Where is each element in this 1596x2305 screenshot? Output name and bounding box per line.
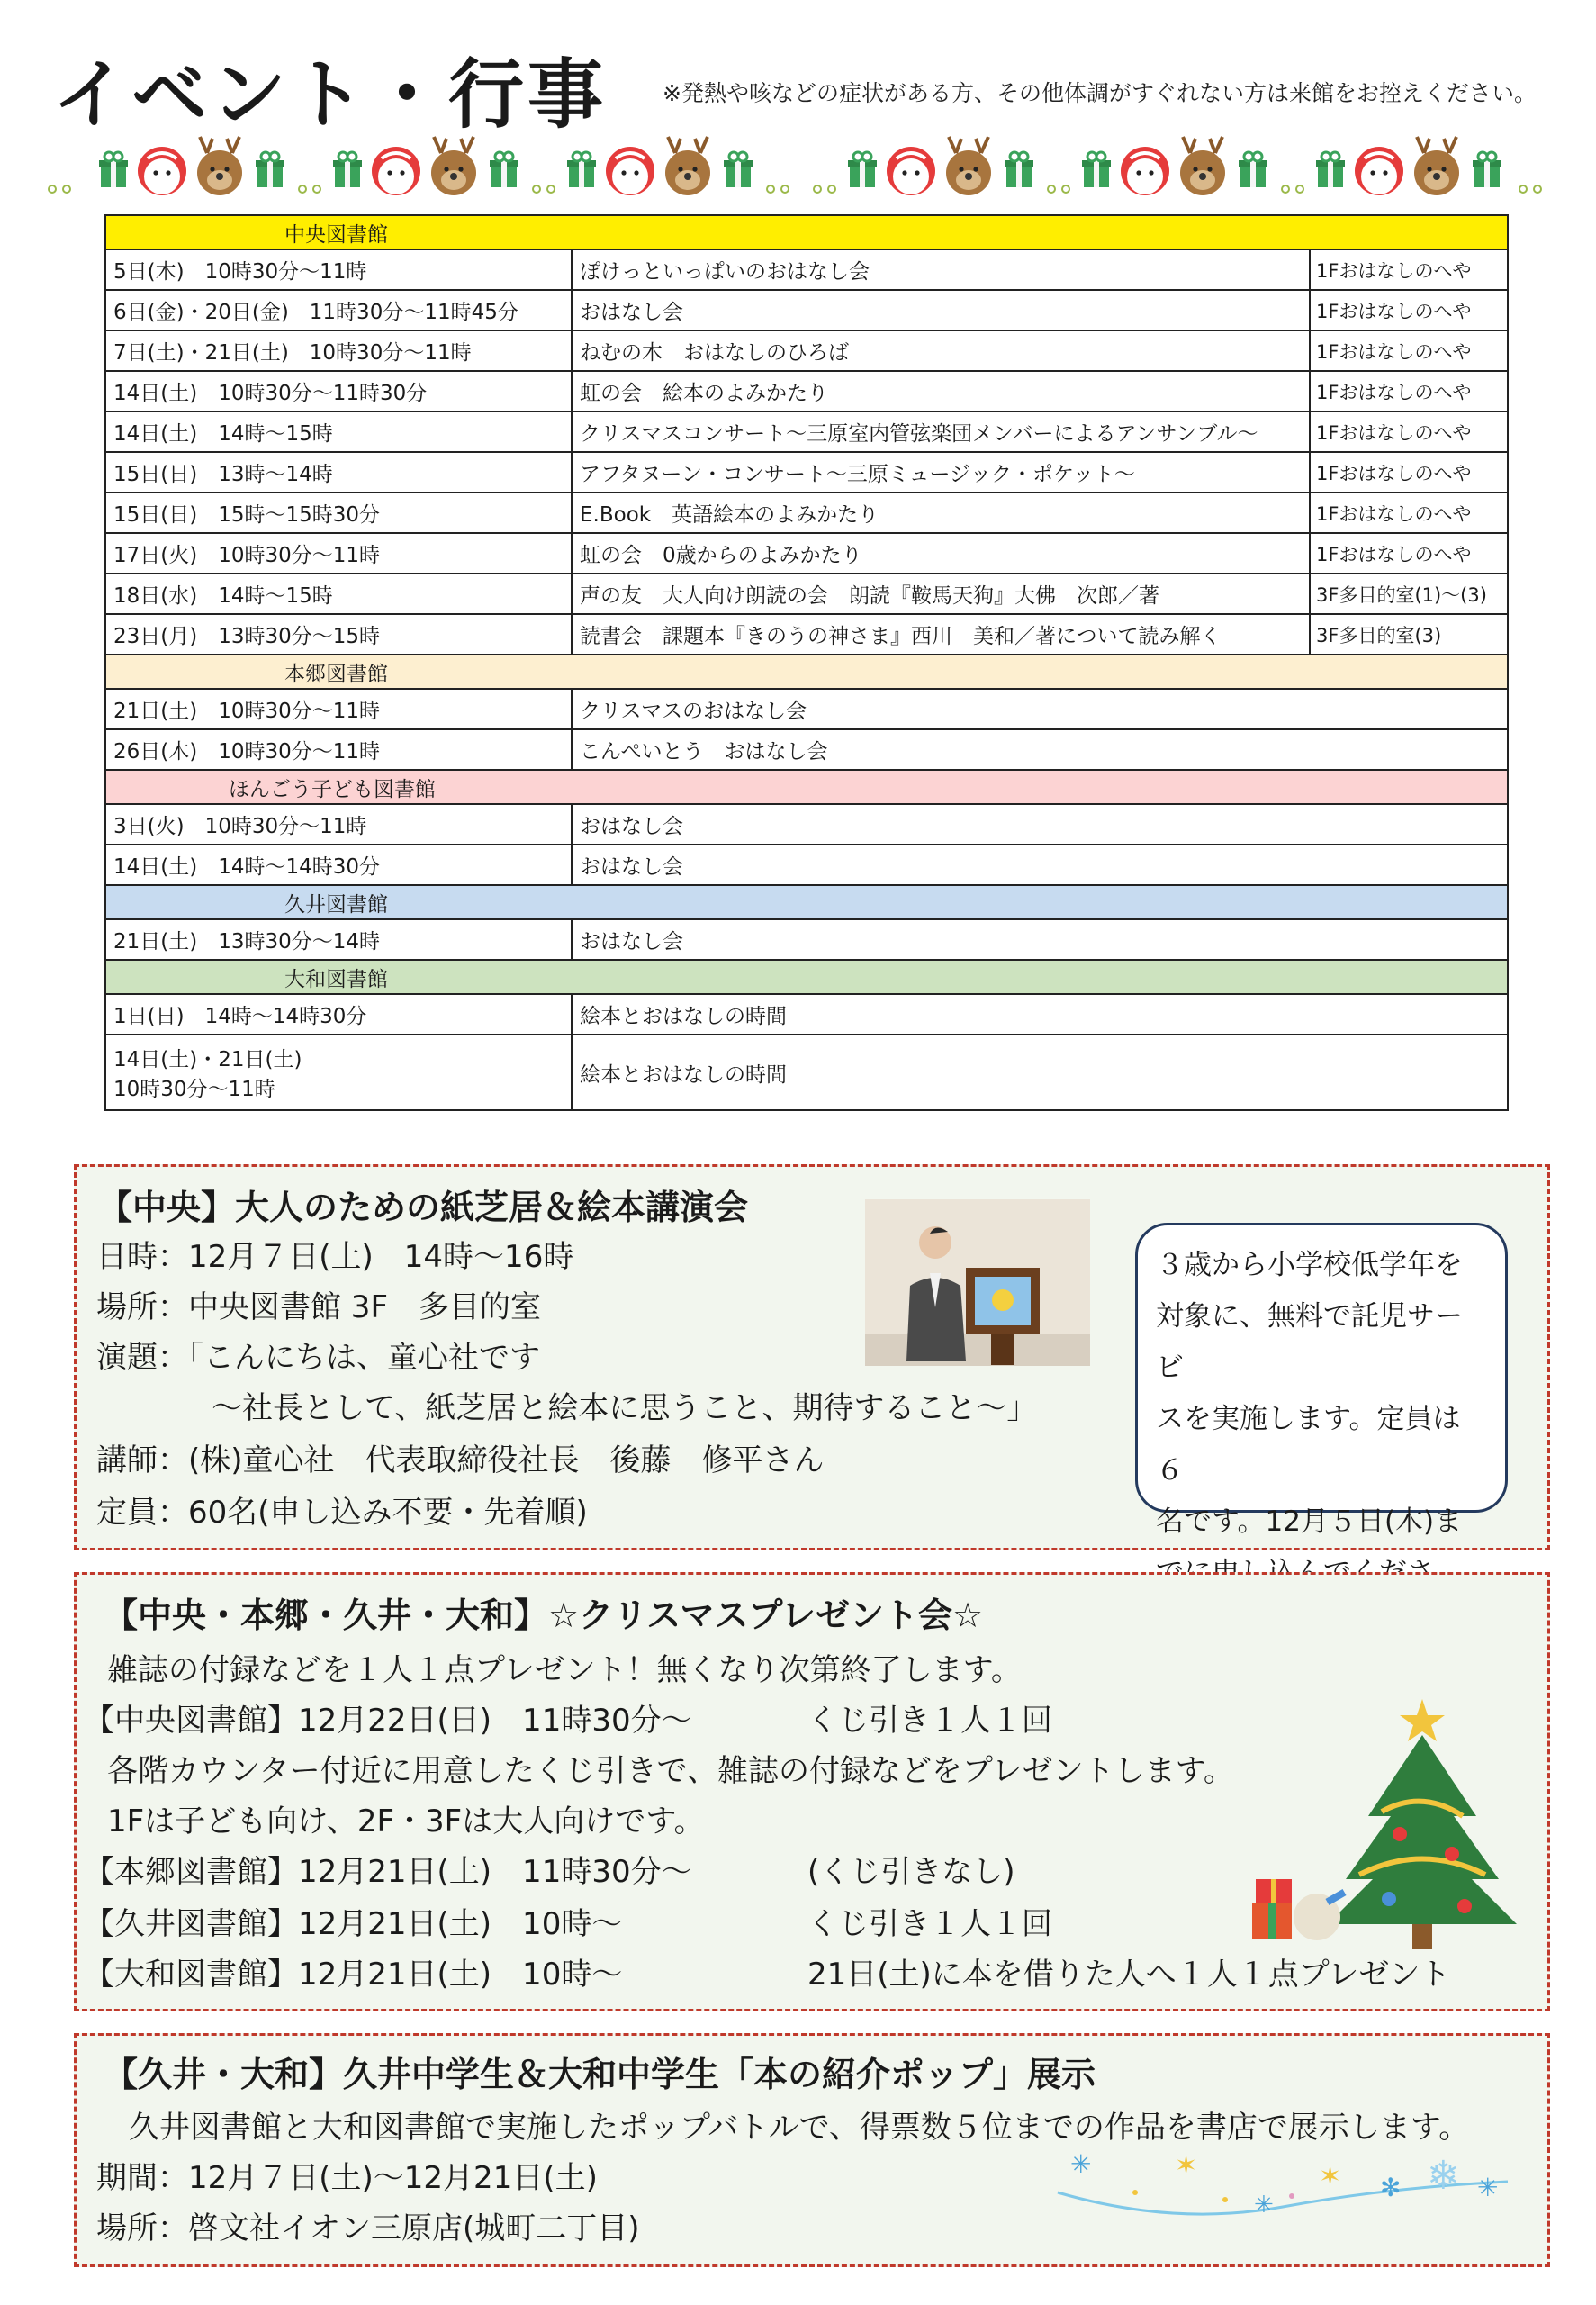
sparkle-decoration-icon	[1049, 2137, 1517, 2236]
christmas-tree-icon	[1247, 1690, 1544, 1951]
pop-heading: 【久井・大和】久井中学生＆大和中学生「本の紹介ポップ」展示	[104, 2055, 1096, 2094]
svg-text:✳: ✳	[1477, 2173, 1499, 2202]
event-title: 読書会 課題本『きのうの神さま』西川 美和／著について読み解く	[572, 614, 1310, 655]
health-notice: ※発熱や咳などの症状がある方、その他体調がすぐれない方は来館をお控えください。	[663, 80, 1537, 106]
speaker-photo	[865, 1199, 1090, 1366]
event-title: 虹の会 絵本のよみかたり	[572, 371, 1310, 411]
table-row	[105, 729, 1508, 770]
present-central-date: 12月22日(日) 11時30分～	[298, 1703, 692, 1739]
present-kui-note: くじ引き１人１回	[807, 1906, 1052, 1942]
event-date: 17日(火) 10時30分～11時	[105, 533, 572, 574]
event-date: 26日(木) 10時30分～11時	[105, 729, 572, 770]
lecture-section	[74, 1164, 1550, 1550]
present-daiwa-date: 12月21日(土) 10時～	[298, 1957, 623, 1993]
present-kui-library: 【久井図書館】	[84, 1906, 298, 1942]
event-title: おはなし会	[572, 845, 1508, 885]
christmas-decoration-border	[43, 135, 1555, 207]
present-kui-date: 12月21日(土) 10時～	[298, 1906, 623, 1942]
event-date: 14日(土) 10時30分～11時30分	[105, 371, 572, 411]
event-date: 5日(木) 10時30分～11時	[105, 249, 572, 290]
present-hongo-date: 12月21日(土) 11時30分～	[298, 1854, 692, 1890]
event-place: 3F多目的室(3)	[1310, 614, 1508, 655]
childcare-text-line: スを実施します。定員は６	[1156, 1403, 1461, 1487]
table-row	[105, 493, 1508, 533]
table-row	[105, 249, 1508, 290]
table-row	[105, 919, 1508, 960]
event-date: 15日(日) 15時～15時30分	[105, 493, 572, 533]
table-row	[105, 452, 1508, 493]
svg-text:❄: ❄	[1427, 2153, 1460, 2199]
event-title: おはなし会	[572, 919, 1508, 960]
pop-description: 久井図書館と大和図書館で実施したポップバトルで、得票数５位までの作品を書店で展示します。	[129, 2110, 1470, 2146]
childcare-callout	[1135, 1223, 1508, 1538]
table-row	[105, 371, 1508, 411]
branch-name: 本郷図書館	[284, 662, 388, 686]
lecture-topic: 演題：「こんにちは、童心社です	[96, 1340, 540, 1376]
event-date: 3日(火) 10時30分～11時	[105, 804, 572, 845]
event-title: 声の友 大人向け朗読の会 朗読『鞍馬天狗』大佛 次郎／著	[572, 574, 1310, 614]
event-schedule-table	[104, 214, 1509, 1111]
event-place: 1Fおはなしのへや	[1310, 533, 1508, 574]
lecture-subtopic: ～社長として、紙芝居と絵本に思うこと、期待すること～」	[212, 1390, 1038, 1426]
branch-header-hongo	[105, 655, 1508, 689]
lecture-speaker: 講師：(株)童心社 代表取締役社長 後藤 修平さん	[96, 1442, 825, 1478]
event-date: 21日(土) 13時30分～14時	[105, 919, 572, 960]
event-title: おはなし会	[572, 804, 1508, 845]
table-row	[105, 574, 1508, 614]
present-daiwa-library: 【大和図書館】	[84, 1957, 298, 1993]
event-date: 7日(土)・21日(土) 10時30分～11時	[105, 330, 572, 371]
event-title: こんぺいとう おはなし会	[572, 729, 1508, 770]
event-place: 1Fおはなしのへや	[1310, 249, 1508, 290]
svg-text:✳: ✳	[1254, 2192, 1274, 2219]
childcare-text-line: ３歳から小学校低学年を	[1156, 1249, 1463, 1281]
present-intro: 雑誌の付録などを１人１点プレゼント！無くなり次第終了します。	[107, 1652, 1022, 1688]
event-date: 18日(水) 14時～15時	[105, 574, 572, 614]
event-title: クリスマスコンサート～三原室内管弦楽団メンバーによるアンサンブル～	[572, 411, 1310, 452]
event-date: 21日(土) 10時30分～11時	[105, 689, 572, 729]
lecture-capacity: 定員：60名(申し込み不要・先着順)	[96, 1495, 588, 1531]
christmas-present-section	[74, 1572, 1550, 2011]
table-row	[105, 411, 1508, 452]
event-title: おはなし会	[572, 290, 1310, 330]
event-date: 15日(日) 13時～14時	[105, 452, 572, 493]
childcare-text-line: 対象に、無料で託児サービ	[1156, 1300, 1463, 1384]
table-row	[105, 533, 1508, 574]
branch-header-hongo-kids	[105, 770, 1508, 804]
table-row	[105, 330, 1508, 371]
event-title: アフタヌーン・コンサート～三原ミュージック・ポケット～	[572, 452, 1310, 493]
svg-text:✻: ✻	[1380, 2173, 1402, 2202]
event-place: 1Fおはなしのへや	[1310, 493, 1508, 533]
event-title: E.Book 英語絵本のよみかたり	[572, 493, 1310, 533]
event-place: 1Fおはなしのへや	[1310, 452, 1508, 493]
present-hongo-library: 【本郷図書館】	[84, 1854, 298, 1890]
pop-exhibition-section	[74, 2033, 1550, 2267]
branch-name: 大和図書館	[284, 967, 388, 991]
page-title: イベント・行事	[52, 50, 608, 139]
present-hongo-note: (くじ引きなし)	[807, 1854, 1015, 1890]
present-heading: 【中央・本郷・久井・大和】☆クリスマスプレゼント会☆	[104, 1595, 984, 1635]
table-row	[105, 290, 1508, 330]
present-central-description: 各階カウンター付近に用意したくじ引きで、雑誌の付録などをプレゼントします。	[107, 1753, 1234, 1789]
pop-period: 期間：12月７日(土)～12月21日(土)	[96, 2160, 598, 2196]
table-row	[105, 845, 1508, 885]
branch-header-central	[105, 215, 1508, 249]
present-central-library: 【中央図書館】	[84, 1703, 298, 1739]
event-title: クリスマスのおはなし会	[572, 689, 1508, 729]
present-central-note: くじ引き１人１回	[807, 1703, 1052, 1739]
childcare-text-line: 名です。12月５日(木)ま	[1156, 1505, 1463, 1538]
event-place: 1Fおはなしのへや	[1310, 330, 1508, 371]
event-title: 絵本とおはなしの時間	[572, 994, 1508, 1035]
event-date: 14日(土) 14時～14時30分	[105, 845, 572, 885]
event-place: 1Fおはなしのへや	[1310, 371, 1508, 411]
event-title: ねむの木 おはなしのひろば	[572, 330, 1310, 371]
event-date-time: 10時30分～11時	[113, 1078, 275, 1101]
present-daiwa-note: 21日(土)に本を借りた人へ１人１点プレゼント	[807, 1957, 1451, 1993]
table-row	[105, 994, 1508, 1035]
event-place: 3F多目的室(1)～(3)	[1310, 574, 1508, 614]
event-title: 絵本とおはなしの時間	[572, 1035, 1508, 1110]
event-date: 6日(金)・20日(金) 11時30分～11時45分	[105, 290, 572, 330]
branch-header-daiwa	[105, 960, 1508, 994]
svg-text:✶: ✶	[1319, 2161, 1342, 2192]
event-date: 1日(日) 14時～14時30分	[105, 994, 572, 1035]
table-row	[105, 1035, 1508, 1110]
branch-name: ほんごう子ども図書館	[229, 777, 436, 801]
event-place: 1Fおはなしのへや	[1310, 411, 1508, 452]
branch-name: 中央図書館	[284, 222, 388, 247]
table-row	[105, 689, 1508, 729]
table-row	[105, 614, 1508, 655]
event-date	[105, 1035, 572, 1110]
event-date: 14日(土) 14時～15時	[105, 411, 572, 452]
event-date: 23日(月) 13時30分～15時	[105, 614, 572, 655]
svg-text:✳: ✳	[1070, 2149, 1092, 2179]
pop-place: 場所：啓文社イオン三原店(城町二丁目)	[96, 2210, 640, 2246]
present-central-description: 1Fは子ども向け、2F・3Fは大人向けです。	[107, 1803, 705, 1839]
event-place: 1Fおはなしのへや	[1310, 290, 1508, 330]
lecture-datetime: 日時：12月７日(土) 14時～16時	[96, 1239, 574, 1275]
lecture-heading: 【中央】大人のための紙芝居＆絵本講演会	[98, 1188, 749, 1227]
event-title: ぽけっといっぱいのおはなし会	[572, 249, 1310, 290]
table-row	[105, 804, 1508, 845]
event-title: 虹の会 0歳からのよみかたり	[572, 533, 1310, 574]
svg-text:✶: ✶	[1175, 2150, 1198, 2182]
branch-header-kui	[105, 885, 1508, 919]
event-date-days: 14日(土)・21日(土)	[113, 1048, 302, 1071]
branch-name: 久井図書館	[284, 892, 388, 917]
lecture-venue: 場所：中央図書館 3F 多目的室	[96, 1289, 541, 1325]
